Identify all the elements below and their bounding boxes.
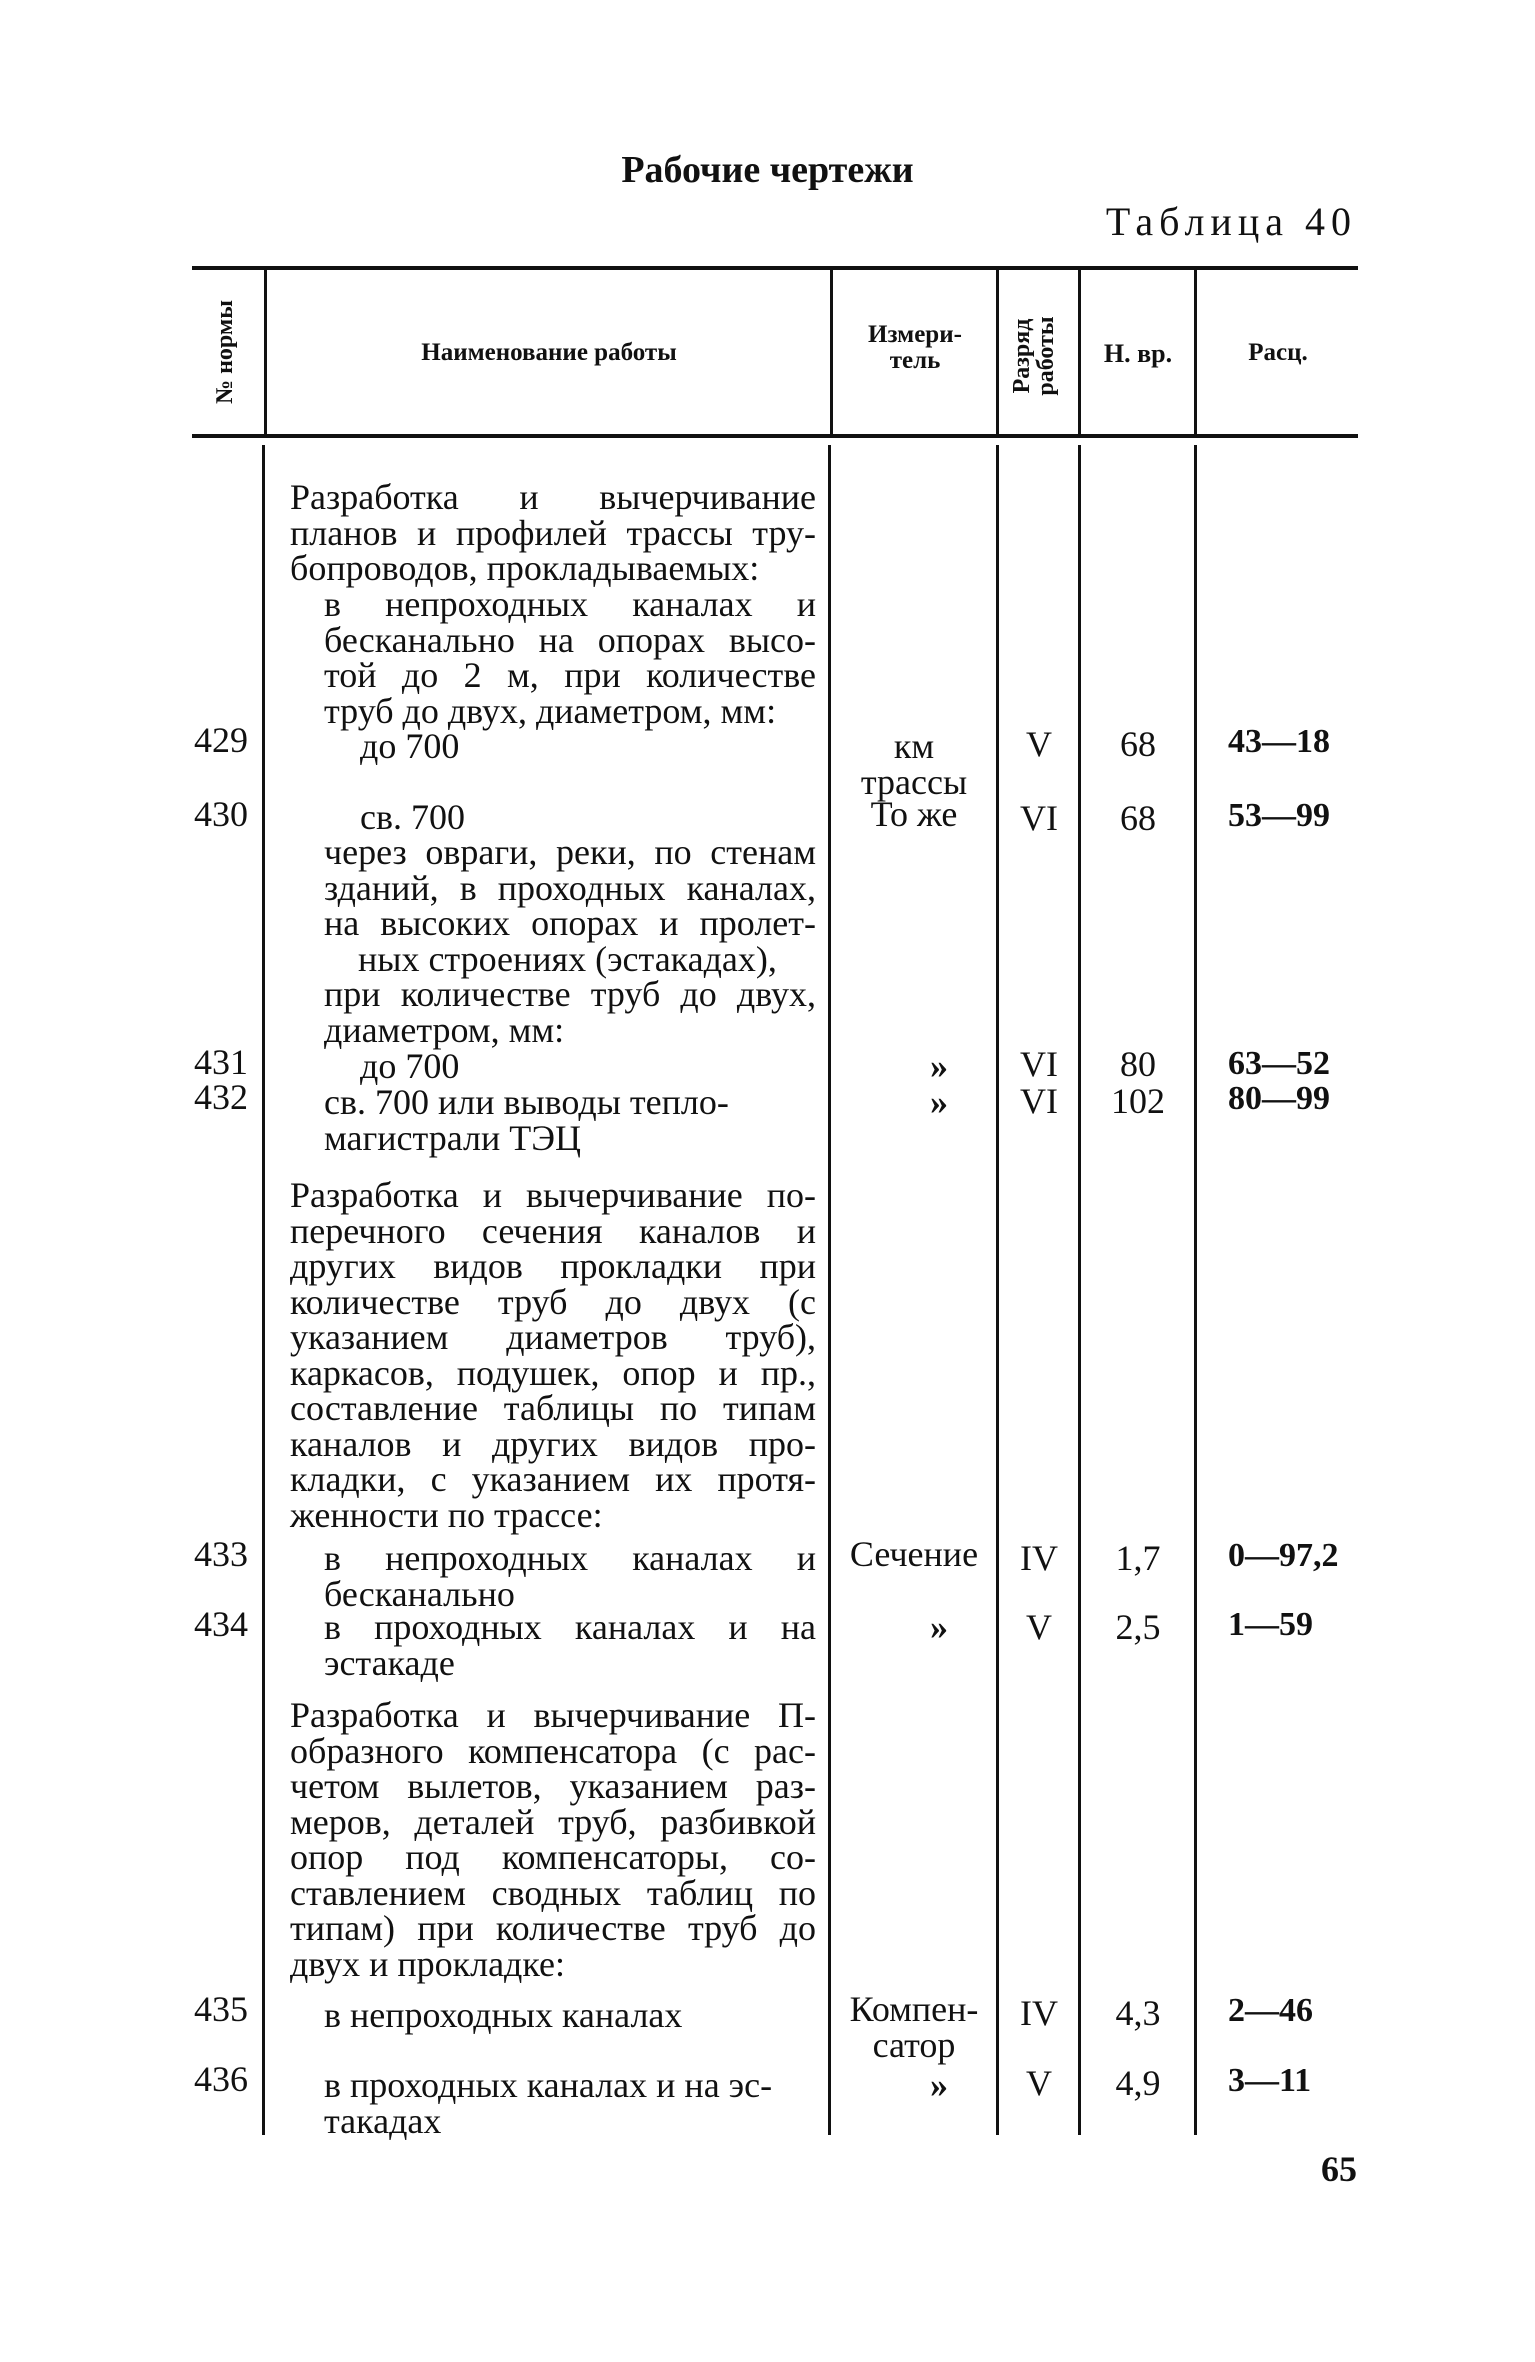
row-name: св. 700 xyxy=(360,797,465,837)
text-line: количестве труб до двух (с xyxy=(290,1281,816,1322)
row-rate: 63—52 xyxy=(1228,1045,1330,1082)
section-heading xyxy=(290,1695,816,1984)
text-line: планов и профилей трассы тру- xyxy=(290,512,816,553)
row-name: до 700 xyxy=(360,726,460,766)
body-divider xyxy=(262,445,265,2135)
header-col-grade xyxy=(1010,296,1066,416)
text-line: меров, деталей труб, разбивкой xyxy=(290,1801,816,1842)
page-number: 65 xyxy=(1321,2149,1357,2189)
row-unit: Компен- сатор xyxy=(849,1989,979,2065)
row-number: 433 xyxy=(194,1534,248,1574)
text-line: труб до двух, диаметром, мм: xyxy=(324,690,777,731)
text-line: Разработка и вычерчивание по- xyxy=(290,1175,816,1215)
row-norm: 4,9 xyxy=(1115,2063,1161,2103)
text-line: Разработка и вычерчивание П- xyxy=(290,1695,816,1735)
text-line: женности по трассе: xyxy=(290,1494,603,1535)
row-norm: 68 xyxy=(1120,724,1156,764)
header-bottom-rule xyxy=(192,434,1358,438)
text-line: при количестве труб до двух, xyxy=(324,974,816,1014)
text-line: бесканально xyxy=(324,1573,515,1614)
table-label: Таблица 40 xyxy=(1105,199,1357,244)
text-line: бесканально на опорах высо- xyxy=(324,619,816,660)
header-divider xyxy=(996,270,999,434)
text-line: каркасов, подушек, опор и пр., xyxy=(290,1352,816,1393)
header-col-grade-text: Разряд работы xyxy=(1009,316,1059,396)
row-rate: 3—11 xyxy=(1228,2062,1312,2099)
body-divider xyxy=(828,445,831,2135)
header-col-no: № нормы xyxy=(212,300,238,405)
row-unit: » xyxy=(930,1082,948,1122)
text-line: составление таблицы по типам xyxy=(290,1388,816,1428)
row-unit: » xyxy=(930,1607,948,1647)
text-line: кладки, с указанием их протя- xyxy=(290,1459,816,1499)
row-name: св. 700 или выводы тепло- магистрали ТЭЦ xyxy=(324,1082,729,1158)
row-number: 430 xyxy=(194,794,248,834)
row-name: в проходных каналах и на эс- такадах xyxy=(324,2065,773,2141)
body-divider xyxy=(1194,445,1197,2135)
text-line: опор под компенсаторы, со- xyxy=(290,1837,816,1877)
text-line: на высоких опорах и пролет- xyxy=(324,903,816,943)
header-divider xyxy=(264,270,267,434)
row-grade: V xyxy=(1026,2063,1052,2103)
header-col-unit-text: Измери- тель xyxy=(868,321,962,375)
row-name xyxy=(324,1538,816,1614)
row-unit: » xyxy=(930,1046,948,1086)
header-top-rule xyxy=(192,266,1358,270)
header-col-unit xyxy=(834,322,996,375)
body-divider xyxy=(996,445,999,2135)
header-divider xyxy=(1078,270,1081,434)
row-grade: V xyxy=(1026,1607,1052,1647)
row-rate: 2—46 xyxy=(1228,1992,1313,2029)
header-divider xyxy=(1194,270,1197,434)
row-grade: IV xyxy=(1020,1538,1058,1578)
row-grade: VI xyxy=(1020,1081,1058,1121)
row-unit: То же xyxy=(870,794,958,834)
row-rate: 1—59 xyxy=(1228,1606,1313,1643)
row-number: 436 xyxy=(194,2059,248,2099)
text-line: Разработка и вычерчивание xyxy=(290,477,816,517)
section-heading xyxy=(290,477,816,588)
row-number: 434 xyxy=(194,1604,248,1644)
row-norm: 68 xyxy=(1120,798,1156,838)
text-line: эстакаде xyxy=(324,1642,455,1683)
row-unit: » xyxy=(930,2065,948,2105)
text-line: каналов и других видов про- xyxy=(290,1423,816,1464)
text-line: перечного сечения каналов и xyxy=(290,1210,816,1251)
row-number: 435 xyxy=(194,1989,248,2029)
text-line: ставлением сводных таблиц по xyxy=(290,1872,816,1913)
row-unit: км трассы xyxy=(860,726,968,802)
row-number: 432 xyxy=(194,1077,248,1117)
text-line: других видов прокладки при xyxy=(290,1246,816,1286)
row-number: 429 xyxy=(194,720,248,760)
text-line: диаметром, мм: xyxy=(324,1009,565,1050)
text-line: бопроводов, прокладываемых: xyxy=(290,548,760,588)
header-col-norm: Н. вр. xyxy=(1103,339,1173,368)
row-grade: VI xyxy=(1020,1044,1058,1084)
row-name: в непроходных каналах xyxy=(324,1995,683,2035)
text-line: той до 2 м, при количестве xyxy=(324,655,816,695)
text-line: указанием диаметров труб), xyxy=(290,1317,816,1357)
row-unit: Сечение xyxy=(849,1534,979,1574)
row-rate: 0—97,2 xyxy=(1228,1537,1339,1574)
row-rate: 53—99 xyxy=(1228,797,1330,834)
row-norm: 4,3 xyxy=(1115,1993,1161,2033)
header-col-name: Наименование работы xyxy=(421,339,677,366)
row-name: до 700 xyxy=(360,1046,460,1086)
header-divider xyxy=(830,270,833,434)
row-number: 431 xyxy=(194,1042,248,1082)
row-grade: VI xyxy=(1020,798,1058,838)
text-line: двух и прокладке: xyxy=(290,1943,565,1984)
text-line: через овраги, реки, по стенам xyxy=(324,832,816,872)
text-line: в проходных каналах и на xyxy=(324,1607,816,1647)
text-line: в непроходных каналах и xyxy=(324,1538,816,1578)
text-line: зданий, в проходных каналах, xyxy=(324,867,816,908)
row-grade: IV xyxy=(1020,1993,1058,2033)
text-line: в непроходных каналах и xyxy=(324,584,816,624)
text-line: образного компенсатора (с рас- xyxy=(290,1730,816,1771)
text-line: типам) при количестве труб до xyxy=(290,1908,816,1948)
row-norm: 80 xyxy=(1120,1044,1156,1084)
text-line: ных строениях (эстакадах), xyxy=(358,938,777,979)
section-subheading xyxy=(324,584,816,731)
section-heading xyxy=(290,1175,816,1535)
row-rate: 43—18 xyxy=(1228,723,1330,760)
row-rate: 80—99 xyxy=(1228,1080,1330,1117)
row-norm: 1,7 xyxy=(1115,1538,1161,1578)
row-norm: 2,5 xyxy=(1115,1607,1161,1647)
section-subheading xyxy=(324,832,816,1050)
page-title: Рабочие чертежи xyxy=(621,149,914,191)
row-name xyxy=(324,1607,816,1683)
text-line: четом вылетов, указанием раз- xyxy=(290,1766,816,1806)
body-divider xyxy=(1078,445,1081,2135)
row-grade: V xyxy=(1026,724,1052,764)
header-col-rate: Расц. xyxy=(1248,339,1308,366)
row-norm: 102 xyxy=(1111,1081,1165,1121)
